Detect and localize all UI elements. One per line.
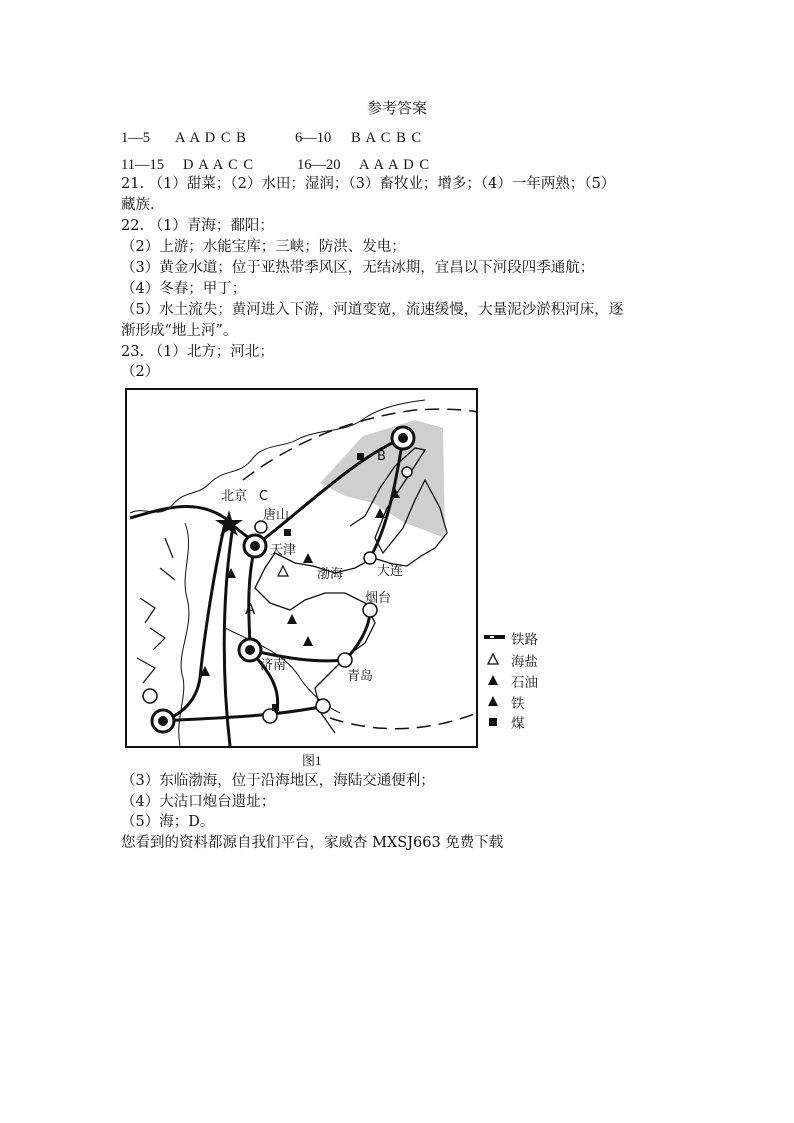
coal-icon (357, 453, 364, 460)
legend-sea-salt-label: 海盐 (511, 654, 538, 670)
label-b: B (377, 449, 386, 464)
city-marker-south-2 (316, 699, 330, 713)
label-dalian: 大连 (377, 564, 404, 579)
label-beijing: 北京 (221, 489, 248, 504)
answer-values-6-10: B A C B C (351, 130, 423, 146)
label-jinan: 济南 (260, 658, 287, 673)
legend-coal-label: 煤 (511, 716, 525, 732)
oil-legend-icon (486, 673, 500, 687)
q21-line-2: 藏族. (121, 197, 155, 213)
q23-line-5: （5）海；D。 (121, 814, 215, 830)
figure-caption: 图1 (302, 753, 322, 768)
label-bohai: 渤海 (317, 567, 344, 582)
city-marker-jinan (239, 639, 261, 661)
city-marker-shenyang (392, 427, 414, 449)
city-marker-qingdao (338, 653, 352, 667)
sea-salt-legend-icon (486, 652, 500, 666)
q23-line-3: （3）东临渤海，位于沿海地区，海陆交通便利； (121, 773, 435, 789)
city-marker-b-north (402, 467, 412, 477)
q23-line-2: （2） (121, 364, 160, 380)
q21-line-1: 21. （1）甜菜；（2）水田；湿润；（3）畜牧业；增多；（4）一年两熟；（5） (121, 176, 616, 192)
coal-icon (284, 529, 291, 536)
label-tangshan: 唐山 (263, 508, 290, 523)
answer-range-11-15: 11—15 (121, 157, 164, 173)
label-tianjin: 天津 (270, 543, 297, 558)
answer-values-1-5: A A D C B (175, 130, 247, 146)
q22-line-5: （5）水土流失；黄河进入下游，河道变宽，流速缓慢，大量泥沙淤积河床，逐 (121, 302, 624, 318)
city-marker-south-1 (263, 709, 277, 723)
q22-line-4: （4）冬春；甲丁； (121, 281, 247, 297)
answer-range-16-20: 16—20 (297, 157, 341, 173)
city-marker-dalian (364, 552, 376, 564)
label-qingdao: 青岛 (347, 669, 374, 684)
label-a: A (245, 600, 256, 618)
q22-line-1: 22. （1）青海；鄱阳； (121, 218, 274, 234)
q22-line-3: （3）黄金水道；位于亚热带季风区，无结冰期，宜昌以下河段四季通航； (121, 260, 595, 276)
coal-legend-icon (486, 715, 500, 729)
coal-icon (272, 704, 279, 711)
q23-line-1: 23. （1）北方；河北； (121, 344, 274, 360)
city-marker-tianjin (244, 535, 266, 557)
q22-line-6: 渐形成“地上河”。 (121, 323, 238, 339)
answer-range-1-5: 1—5 (121, 130, 150, 146)
answer-range-6-10: 6—10 (295, 130, 332, 146)
label-c: C (259, 489, 269, 504)
city-marker-shijiazhuang (152, 710, 174, 732)
answer-values-11-15: D A A C C (183, 157, 255, 173)
iron-legend-icon (486, 694, 500, 708)
city-marker-west (143, 689, 157, 703)
q22-line-2: （2）上游；水能宝库；三峡；防洪、发电； (121, 239, 406, 255)
legend-oil-label: 石油 (511, 675, 538, 691)
legend-iron-label: 铁 (511, 696, 525, 712)
footer-note: 您看到的资料都源自我们平台，家威杏 MXSJ663 免费下载 (121, 835, 504, 851)
answer-values-16-20: A A A D C (359, 157, 431, 173)
page-title: 参考答案 (366, 99, 427, 117)
railway-legend-icon (483, 631, 507, 643)
label-yantai: 烟台 (365, 591, 392, 606)
bohai-region-map (125, 388, 478, 748)
legend-railway-label: 铁路 (511, 632, 538, 648)
q23-line-4: （4）大沽口炮台遗址； (121, 794, 276, 810)
